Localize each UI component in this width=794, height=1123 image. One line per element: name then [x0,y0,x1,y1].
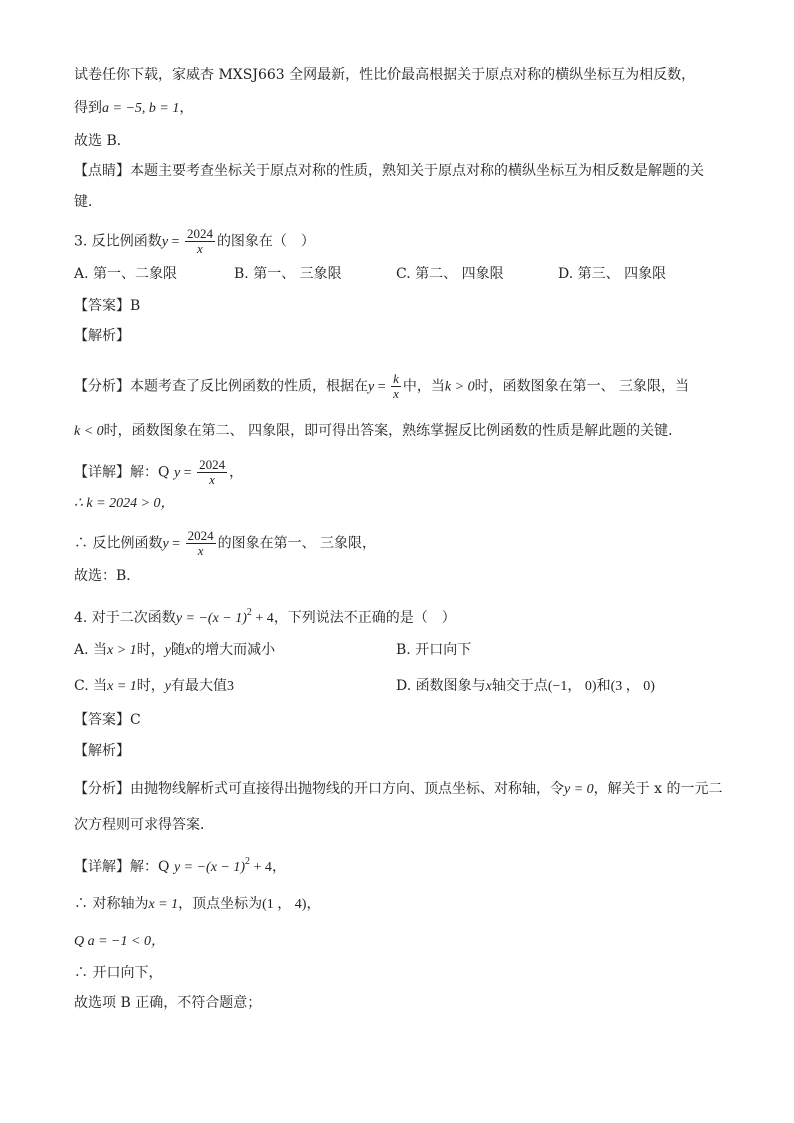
option-b: B. 开口向下 [396,642,472,658]
analysis-heading: 【解析】 [74,328,130,344]
option-c: C. 当x = 1时，y有最大值3 [74,678,235,694]
text-line: 故选：B． [74,568,141,584]
option-d: D. 第三、 四象限 [558,266,667,282]
fraction: $\frac{2024}{x}$ [187,528,214,558]
option-b: B. 第一、 三象限 [234,266,342,282]
text-line: 键． [74,194,102,210]
detail-line: ∴ 开口向下， [74,965,163,981]
detail-line: 故选项 B 正确，不符合题意； [74,995,262,1011]
fraction: $\frac{2024}{x}$ [199,457,226,487]
answer-line: 【答案】C [74,712,141,728]
answer-line: 【答案】B [74,298,141,314]
detail-line: ∴ 对称轴为x = 1，顶点坐标为(1 ， 4)， [74,896,321,912]
option-a: A. 当x > 1时，y随x的增大而减小 [74,642,276,658]
analysis-line: 【分析】本题考查了反比例函数的性质，根据在y = $\frac{k}{x}$ 中，当k > 0时，函数图象在第一、 三象限，当 [74,371,690,401]
fraction: $\frac{k}{x}$ [393,371,399,401]
option-a: A. 第一、二象限 [74,266,178,282]
question-3-stem: 3. 反比例函数y = $\frac{2024}{x}$ 的图象在（ ） [74,226,315,256]
text-line: 试卷任你下载，家威杏 MXSJ663 全网最新，性比价最高根据关于原点对称的横纵坐标互为相反数， [74,67,696,83]
fraction: $\frac{2024}{x}$ [186,226,213,256]
question-4-stem: 4. 对于二次函数$y = -(x - 1)^2 + 4$，下列说法不正确的是（ ） [74,607,456,626]
detail-line: Q a = −1 < 0， [74,934,165,949]
option-c: C. 第二、 四象限 [396,266,504,282]
analysis-line: k < 0时，函数图象在第二、 四象限，即可得出答案，熟练掌握反比例函数的性质是解此题的关键． [74,423,683,439]
detail-line: 【详解】解：Q $y = -(x - 1)^2 + 4$， [74,856,286,875]
option-d: D. 函数图象与x轴交于点(−1， 0)和(3 ， 0) [396,678,655,694]
detail-line: ∴ k = 2024 > 0， [74,496,175,511]
text-line: 故选 B． [74,133,131,149]
text-line: 得到a = −5, b = 1， [74,100,194,116]
analysis-line: 次方程则可求得答案． [74,817,214,833]
analysis-heading: 【解析】 [74,743,130,759]
detail-line: ∴ 反比例函数y = $\frac{2024}{x}$ 的图象在第一、 三象限， [74,528,377,558]
detail-line: 【详解】解：Q y = $\frac{2024}{x}$ ， [74,457,244,487]
analysis-line: 【分析】由抛物线解析式可直接得出抛物线的开口方向、顶点坐标、对称轴，令y = 0，解关于 x 的一元二 [74,781,723,797]
comment-line: 【点睛】本题主要考查坐标关于原点对称的性质，熟知关于原点对称的横纵坐标互为相反数是解题的关 [74,163,704,179]
